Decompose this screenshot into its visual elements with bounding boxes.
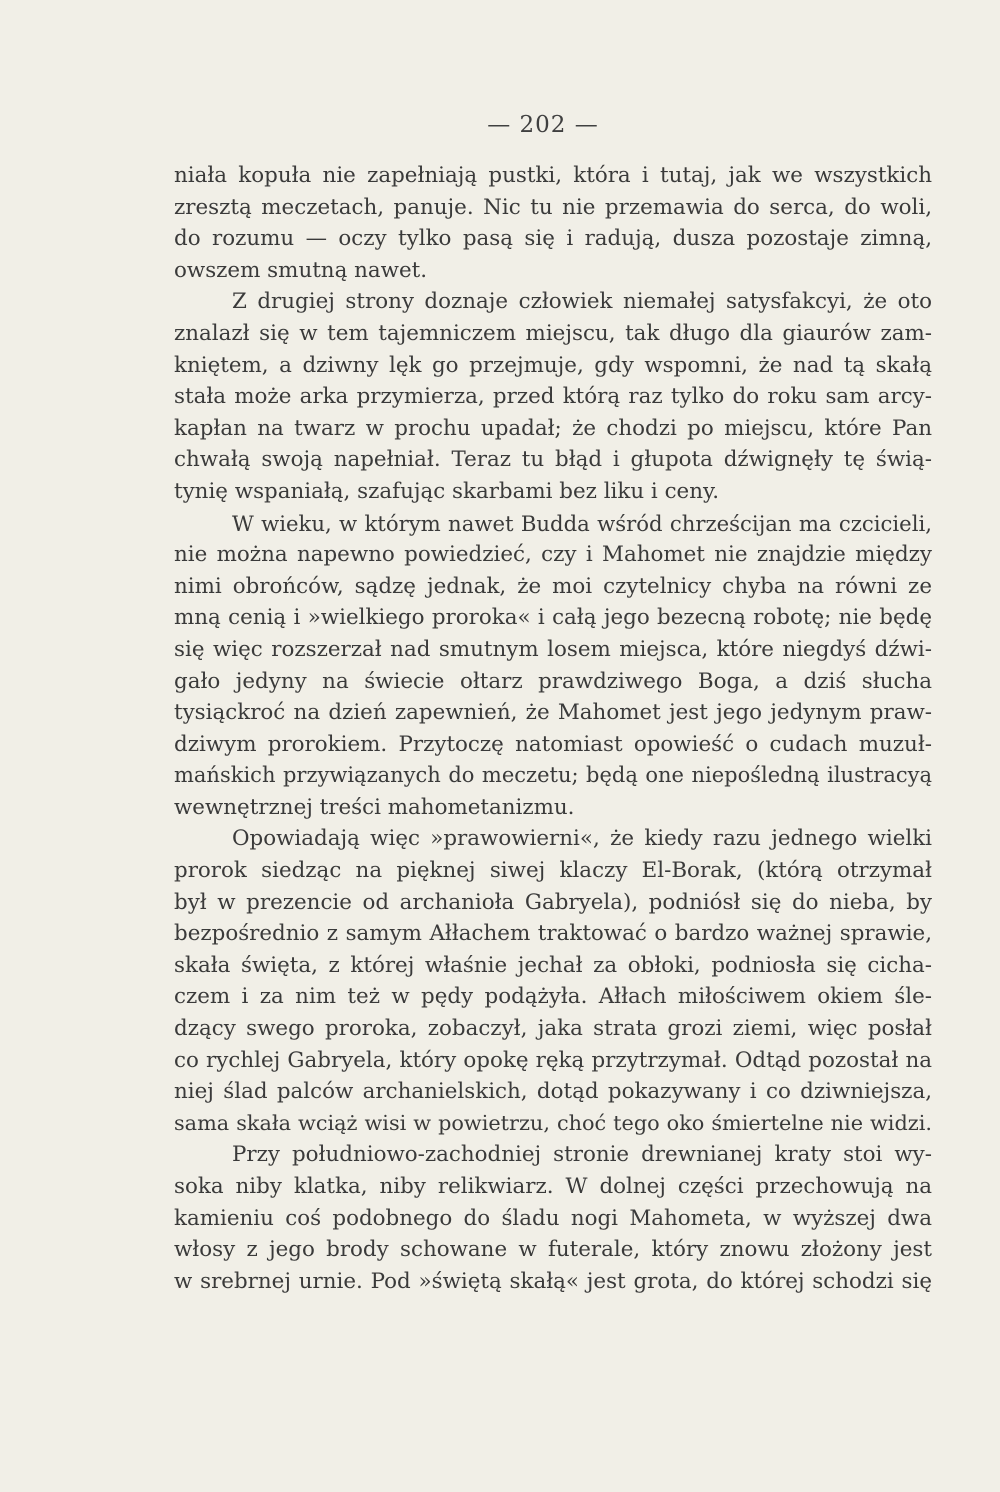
text-line: stała może arka przymierza, przed którą raz tylko do roku sam arcy-: [174, 384, 932, 410]
text-line: niej ślad palców archanielskich, dotąd pokazywany i co dziwniejsza,: [174, 1079, 932, 1105]
text-line: mańskich przywiązanych do meczetu; będą one niepośledną ilustracyą: [174, 763, 932, 788]
page-number: — 202 —: [487, 112, 599, 138]
text-line: soka niby klatka, niby relikwiarz. W dolnej części przechowują na: [174, 1174, 932, 1199]
text-line: dziwym prorokiem. Przytoczę natomiast opowieść o cudach muzuł-: [174, 731, 932, 757]
text-line: chwałą swoją napełniał. Teraz tu błąd i głupota dźwignęły tę świą-: [174, 447, 932, 473]
body-text: [174, 160, 932, 1297]
text-line: gało jedyny na świecie ołtarz prawdziwego Boga, a dziś słucha: [174, 668, 932, 694]
text-line: niała kopuła nie zapełniają pustki, która i tutaj, jak we wszystkich: [174, 163, 932, 188]
text-line: kamieniu coś podobnego do śladu nogi Mahometa, w wyższej dwa: [174, 1205, 932, 1231]
text-line: Przy południowo-zachodniej stronie drewnianej kraty stoi wy-: [232, 1142, 932, 1168]
text-line: sama skała wciąż wisi w powietrzu, choć tego oko śmiertelne nie widzi.: [174, 1110, 932, 1135]
text-line: się więc rozszerzał nad smutnym losem miejsca, które niegdyś dźwi-: [174, 636, 932, 662]
text-line: wewnętrznej treści mahometanizmu.: [174, 794, 575, 820]
text-line: w srebrnej urnie. Pod »świętą skałą« jest grota, do której schodzi się: [174, 1268, 932, 1294]
text-line: skała święta, z której właśnie jechał za obłoki, podniosła się cicha-: [174, 952, 932, 978]
text-line: W wieku, w którym nawet Budda wśród chrześcijan ma czcicieli,: [232, 510, 932, 536]
text-line: do rozumu — oczy tylko pasą się i radują, dusza pozostaje zimną,: [174, 226, 932, 252]
text-line: włosy z jego brody schowane w futerale, który znowu złożony jest: [174, 1237, 932, 1263]
text-line: kniętem, a dziwny lęk go przejmuje, gdy wspomni, że nad tą skałą: [174, 352, 932, 378]
text-line: bezpośrednio z samym Ałłachem traktować o bardzo ważnej sprawie,: [174, 921, 932, 947]
text-line: Z drugiej strony doznaje człowiek niemałej satysfakcyi, że oto: [232, 289, 932, 315]
text-line: Opowiadają więc »prawowierni«, że kiedy razu jednego wielki: [232, 826, 932, 852]
text-line: nie można napewno powiedzieć, czy i Mahomet nie znajdzie między: [174, 542, 932, 568]
text-line: tynię wspaniałą, szafując skarbami bez liku i ceny.: [174, 478, 720, 504]
text-line: dzący swego proroka, zobaczył, jaka strata grozi ziemi, więc posłał: [174, 1016, 932, 1042]
text-line: nimi obrońców, sądzę jednak, że moi czytelnicy chyba na równi ze: [174, 573, 932, 599]
text-line: znalazł się w tem tajemniczem miejscu, tak długo dla giaurów zam-: [174, 320, 932, 346]
text-line: mną cenią i »wielkiego proroka« i całą jego bezecną robotę; nie będę: [174, 605, 932, 631]
text-line: był w prezencie od archanioła Gabryela), podniósł się do nieba, by: [174, 889, 932, 915]
text-line: owszem smutną nawet.: [174, 257, 428, 283]
text-line: zresztą meczetach, panuje. Nic tu nie przemawia do serca, do woli,: [174, 194, 932, 220]
text-line: co rychlej Gabryela, który opokę ręką przytrzymał. Odtąd pozostał na: [174, 1047, 932, 1073]
text-line: kapłan na twarz w prochu upadał; że chodzi po miejscu, które Pan: [174, 415, 932, 441]
text-line: prorok siedząc na pięknej siwej klaczy El-Borak, (którą otrzymał: [174, 858, 932, 884]
text-line: tysiąckroć na dzień zapewnień, że Mahomet jest jego jedynym praw-: [174, 700, 932, 726]
text-line: czem i za nim też w pędy podążyła. Ałłach miłościwem okiem śle-: [174, 984, 932, 1010]
